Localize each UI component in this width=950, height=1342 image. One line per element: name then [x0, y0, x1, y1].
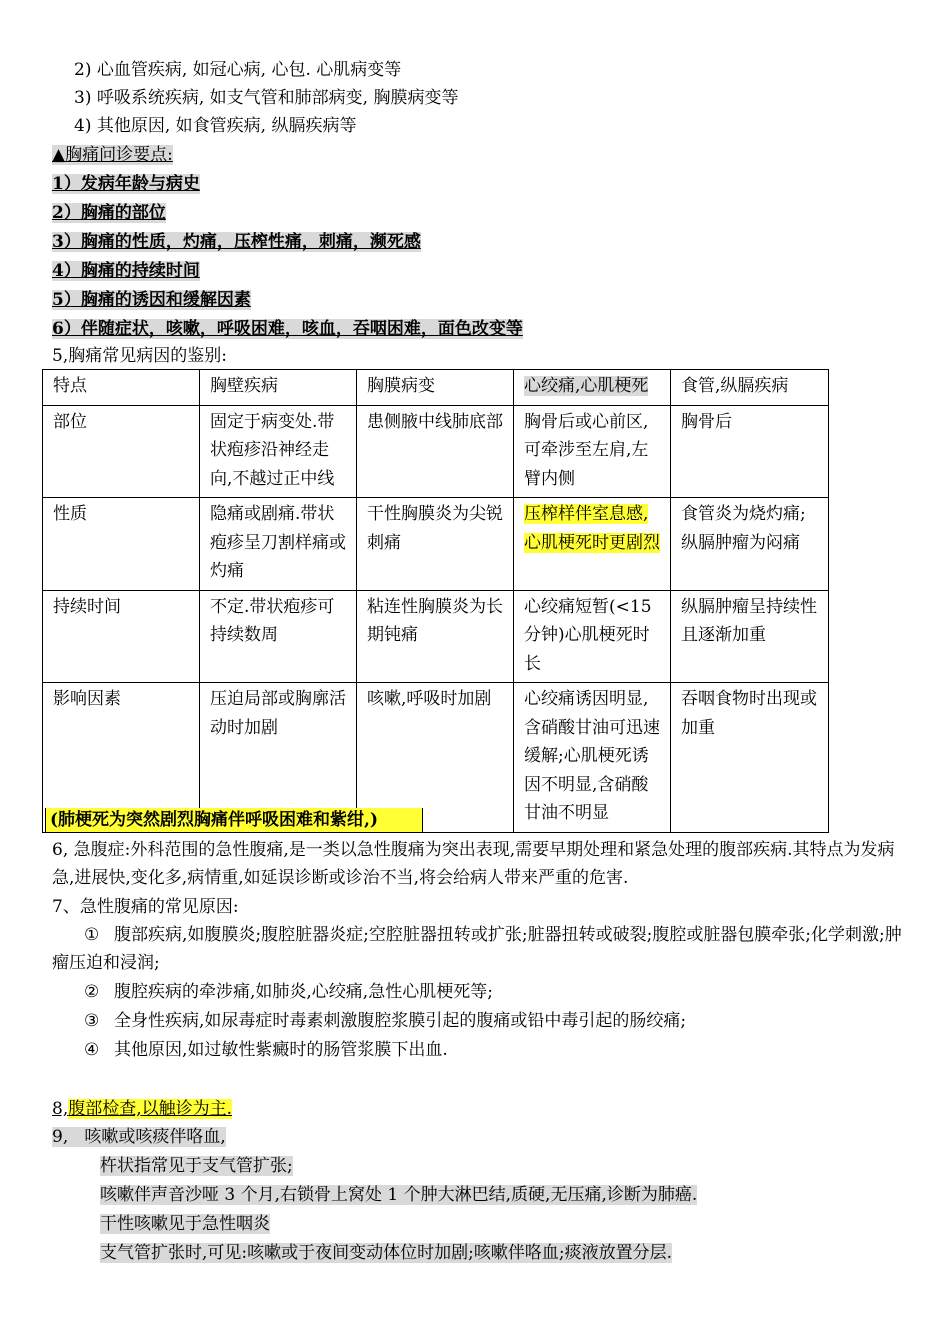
table-cell: 压迫局部或胸廓活动时加剧: [200, 683, 357, 833]
table-cell: 不定.带状疱疹可持续数周: [200, 590, 357, 683]
table-cell: 心绞痛诱因明显,含硝酸甘油可迅速缓解;心肌梗死诱因不明显,含硝酸甘油不明显: [514, 683, 671, 833]
inquiry-point: [52, 286, 251, 314]
item-text: 腹腔疾病的牵涉痛,如肺炎,心绞痛,急性心肌梗死等;: [114, 982, 493, 1002]
table-cell: 吞咽食物时出现或加重: [671, 683, 829, 833]
chest-pain-differential-table: [42, 369, 829, 833]
inquiry-point-text: 5）胸痛的诱因和缓解因素: [52, 290, 251, 310]
inquiry-point-text: 1）发病年龄与病史: [52, 174, 200, 194]
inquiry-point-text: 2）胸痛的部位: [52, 203, 166, 223]
section-9-line-text: 咳嗽伴声音沙哑 3 个月,右锁骨上窝处 1 个肿大淋巴结,质硬,无压痛,诊断为肺癌.: [100, 1185, 698, 1205]
section-7-item: [52, 978, 908, 1006]
table-note: (肺梗死为突然剧烈胸痛伴呼吸困难和紫绀,): [45, 808, 423, 833]
inquiry-point-text: 3）胸痛的性质，灼痛，压榨性痛，刺痛，濒死感: [52, 232, 421, 252]
section-9-line: [100, 1181, 697, 1209]
section-8-text: 腹部检查,以触诊为主.: [68, 1099, 233, 1119]
table-cell: 持续时间: [43, 590, 200, 683]
inquiry-point-text: 4）胸痛的持续时间: [52, 261, 200, 281]
item-number: ③: [84, 1011, 100, 1031]
section-9-line-text: 杵状指常见于支气管扩张;: [100, 1156, 293, 1176]
cause-item-respiratory: 3) 呼吸系统疾病, 如支气管和肺部病变, 胸膜病变等: [74, 88, 459, 108]
table-header-cell: 食管,纵膈疾病: [671, 370, 829, 406]
table-cell: 干性胸膜炎为尖锐刺痛: [357, 498, 514, 591]
section-9-line-text: 支气管扩张时,可见:咳嗽或于夜间变动体位时加剧;咳嗽伴咯血;痰液放置分层.: [100, 1243, 672, 1263]
item-number: ①: [84, 925, 100, 945]
inquiry-point: [52, 199, 166, 227]
section-8-number: 8,: [52, 1099, 69, 1119]
cause-item-other: 4) 其他原因, 如食管疾病, 纵膈疾病等: [74, 116, 357, 136]
table-cell: 胸骨后: [671, 405, 829, 498]
cause-item-cardio: 2) 心血管疾病, 如冠心病, 心包. 心肌病变等: [74, 60, 402, 80]
table-cell: 部位: [43, 405, 200, 498]
section-7-item: [52, 1007, 908, 1035]
inquiry-point: [52, 315, 523, 343]
inquiry-heading-text: ▲胸痛问诊要点:: [52, 145, 173, 165]
table-cell: 胸骨后或心前区,可牵涉至左肩,左臂内侧: [514, 405, 671, 498]
inquiry-point: [52, 228, 421, 256]
table-header-cell: 胸壁疾病: [200, 370, 357, 406]
table-cell: 患侧腋中线肺底部: [357, 405, 514, 498]
table-header-cell: 特点: [43, 370, 200, 406]
section-9-line-text: 干性咳嗽见于急性咽炎: [100, 1214, 270, 1234]
table-header-cell: 胸膜病变: [357, 370, 514, 406]
table-cell: [514, 498, 671, 591]
table-cell: 性质: [43, 498, 200, 591]
section-9-line: [100, 1152, 293, 1180]
item-text: 其他原因,如过敏性紫癜时的肠管浆膜下出血.: [114, 1040, 448, 1060]
section-7-item: [52, 921, 908, 977]
table-cell: 食管炎为烧灼痛;纵膈肿瘤为闷痛: [671, 498, 829, 591]
section-8-line: [52, 1095, 232, 1123]
table-header-row: [43, 370, 829, 406]
item-text: 腹部疾病,如腹膜炎;腹腔脏器炎症;空腔脏器扭转或扩张;脏器扭转或破裂;腹腔或脏器包膜牵张;化学刺激;肿瘤压迫和浸润;: [52, 925, 902, 973]
table-cell: 粘连性胸膜炎为长期钝痛: [357, 590, 514, 683]
section-9-line: [100, 1239, 672, 1267]
inquiry-heading: [52, 141, 173, 169]
inquiry-point: [52, 257, 200, 285]
section-7-item: [52, 1036, 908, 1064]
table-row: [43, 498, 829, 591]
item-text: 全身性疾病,如尿毒症时毒素刺激腹腔浆膜引起的腹痛或铅中毒引起的肠绞痛;: [114, 1011, 687, 1031]
table-cell-highlight: 压榨样伴室息感,心肌梗死时更剧烈: [524, 504, 660, 553]
table-cell: 隐痛或剧痛.带状疱疹呈刀割样痛或灼痛: [200, 498, 357, 591]
table-row: [43, 405, 829, 498]
inquiry-point: [52, 170, 200, 198]
item-number: ④: [84, 1040, 100, 1060]
table-caption: 5,胸痛常见病因的鉴别:: [52, 346, 227, 366]
table-header-cell: [514, 370, 671, 406]
table-cell: 纵膈肿瘤呈持续性且逐渐加重: [671, 590, 829, 683]
table-row: [43, 590, 829, 683]
table-cell: 心绞痛短暂(<15分钟)心肌梗死时长: [514, 590, 671, 683]
section-9-line: [100, 1210, 270, 1238]
table-header-text: 心绞痛,心肌梗死: [524, 376, 649, 396]
item-number: ②: [84, 982, 100, 1002]
section-9-heading: [52, 1123, 226, 1151]
table-cell: 咳嗽,呼吸时加剧: [357, 683, 514, 833]
table-cell: 固定于病变处.带状疱疹沿神经走向,不越过正中线: [200, 405, 357, 498]
section-7-heading: 7、急性腹痛的常见原因:: [52, 897, 239, 917]
table-cell: 影响因素: [43, 683, 200, 833]
section-6-paragraph: 6, 急腹症:外科范围的急性腹痛,是一类以急性腹痛为突出表现,需要早期处理和紧急处理的腹部疾病.其特点为发病急,进展快,变化多,病情重,如延误诊断或诊治不当,将会给病人带来严重的危害.: [52, 840, 895, 888]
section-9-heading-text: 9, 咳嗽或咳痰伴咯血,: [52, 1127, 226, 1147]
inquiry-point-text: 6）伴随症状，咳嗽，呼吸困难，咳血，吞咽困难，面色改变等: [52, 319, 523, 339]
